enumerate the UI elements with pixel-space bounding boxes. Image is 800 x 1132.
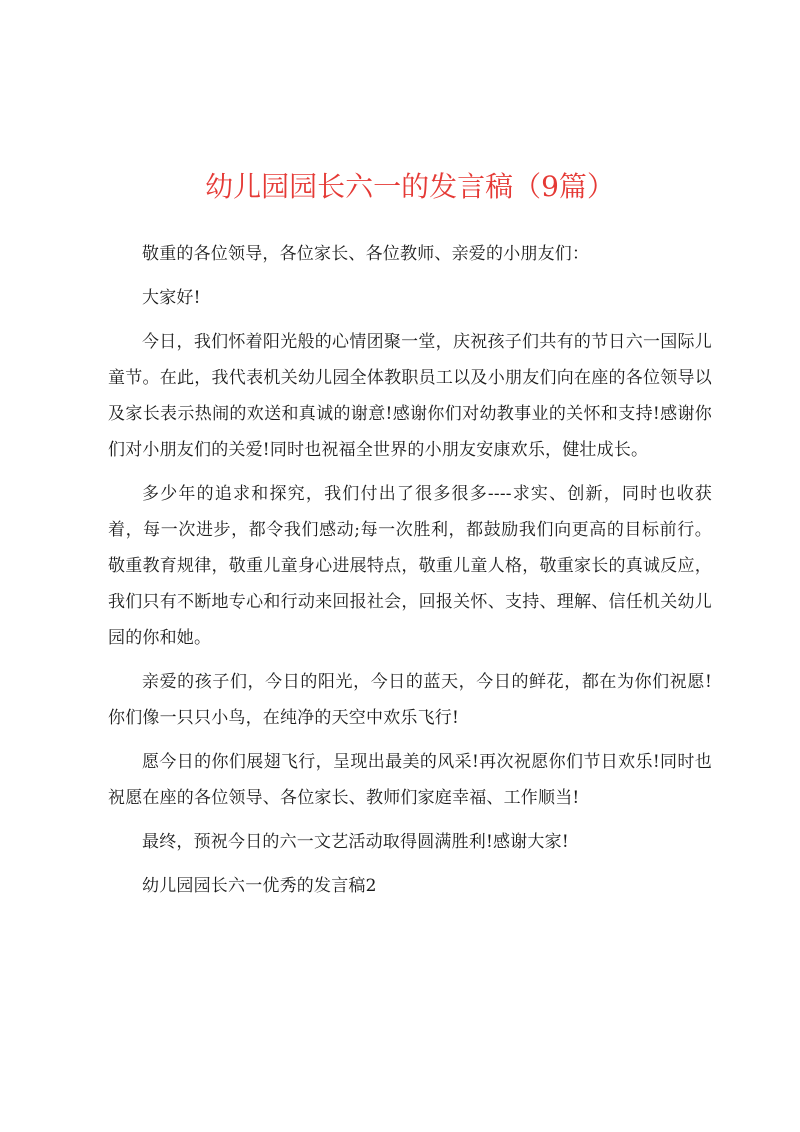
paragraph-closing: 最终，预祝今日的六一文艺活动取得圆满胜利!感谢大家! xyxy=(142,832,569,852)
paragraph-blessings: 愿今日的你们展翅飞行，呈现出最美的风采!再次祝愿你们节日欢乐!同时也祝愿在座的各位领导、各位家长、教师们家庭幸福、工作顺当! xyxy=(108,752,712,808)
paragraph-next-section-heading: 幼儿园园长六一优秀的发言稿2 xyxy=(142,876,377,896)
paragraph-salutation: 敬重的各位领导，各位家长、各位教师、亲爱的小朋友们： xyxy=(142,244,590,264)
paragraph-greeting: 大家好! xyxy=(142,288,201,308)
document-body xyxy=(108,236,712,912)
paragraph-pursuit: 多少年的追求和探究，我们付出了很多很多----求实、创新，同时也收获着，每一次进步，都令我们感动;每一次胜利，都鼓励我们向更高的目标前行。敬重教育规律，敬重儿童身心进展特点，敬重儿童人格，敬重家长的真诚反应，我们只有不断地专心和行动来回报社会，回报关怀、支持、理解、信任机关幼儿园的你和她。 xyxy=(108,484,712,648)
document-title: 幼儿园园长六一的发言稿（9篇） xyxy=(205,170,615,203)
paragraph-celebration: 今日，我们怀着阳光般的心情团聚一堂，庆祝孩子们共有的节日六一国际儿童节。在此，我代表机关幼儿园全体教职员工以及小朋友们向在座的各位领导以及家长表示热闹的欢送和真诚的谢意!感谢你们对幼教事业的关怀和支持!感谢你们对小朋友们的关爱!同时也祝福全世界的小朋友安康欢乐，健壮成长。 xyxy=(108,332,712,460)
paragraph-children-wishes: 亲爱的孩子们，今日的阳光，今日的蓝天，今日的鲜花，都在为你们祝愿!你们像一只只小鸟，在纯净的天空中欢乐飞行! xyxy=(108,672,712,728)
